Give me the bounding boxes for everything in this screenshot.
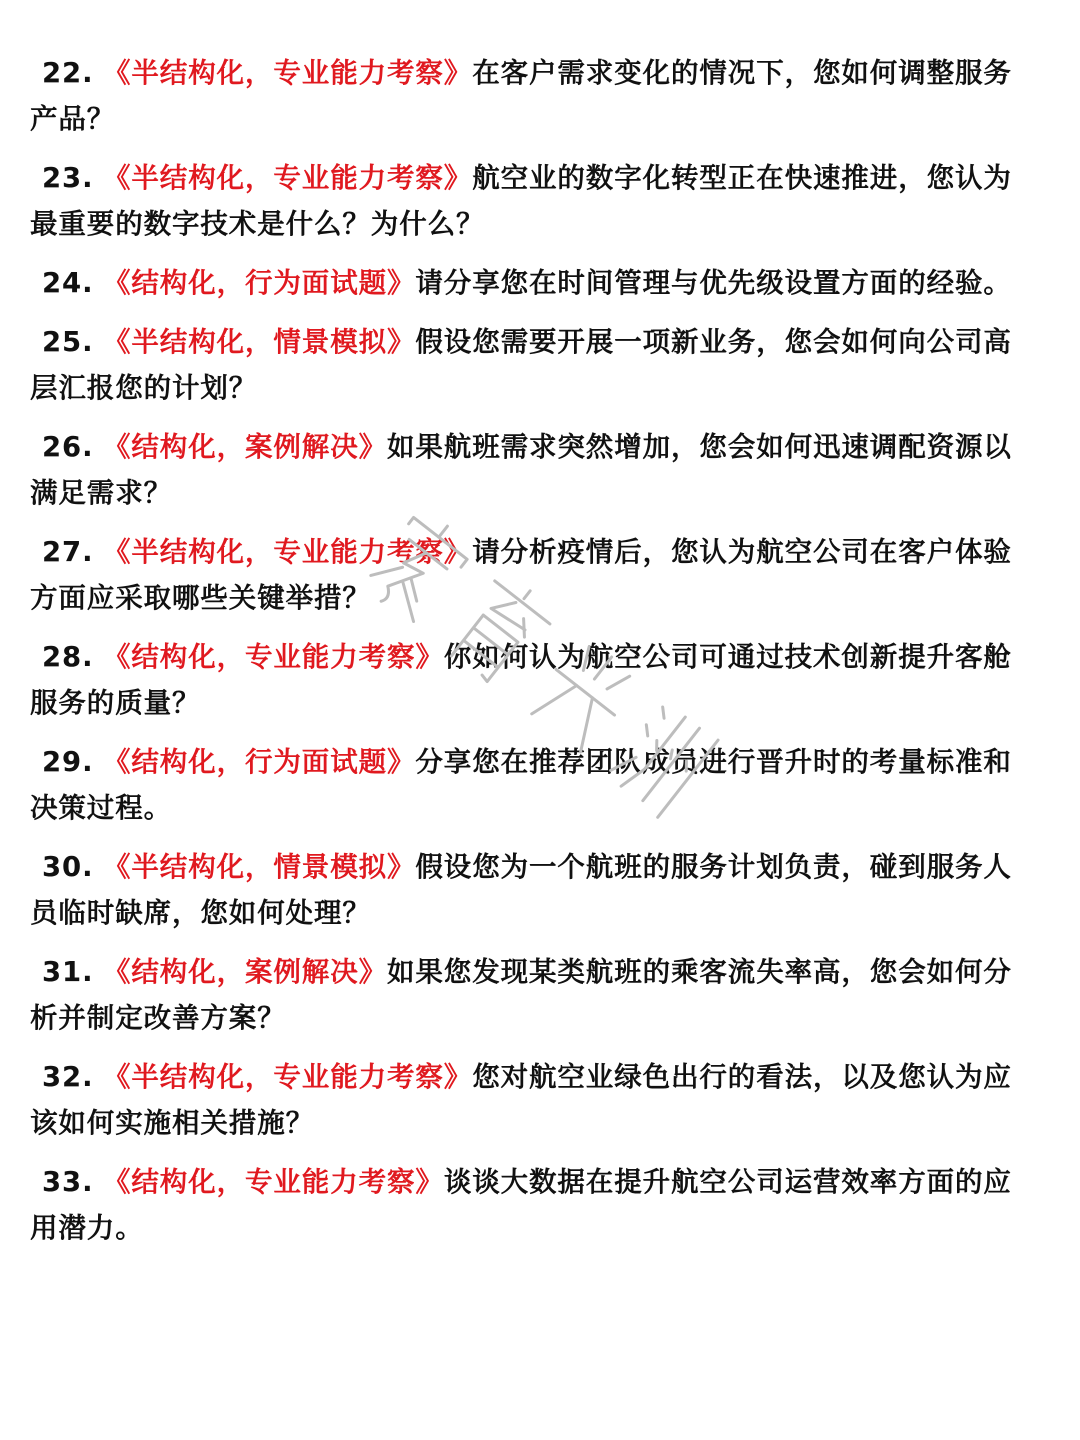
question-number: 22. [42, 57, 94, 89]
question-item-28 [30, 634, 1040, 726]
question-text: 假设您为一个航班的服务计划负责，碰到服务人员临时缺席，您如何处理？ [30, 851, 1012, 929]
question-number: 26. [42, 431, 94, 463]
question-item-31 [30, 949, 1040, 1041]
question-tag: 《结构化，专业能力考察》 [103, 1166, 444, 1198]
question-number: 24. [42, 267, 94, 299]
question-text: 您对航空业绿色出行的看法，以及您认为应该如何实施相关措施？ [30, 1061, 1012, 1139]
question-item-25 [30, 319, 1040, 411]
question-number: 28. [42, 641, 94, 673]
question-number: 31. [42, 956, 94, 988]
question-item-32 [30, 1054, 1040, 1146]
question-number: 33. [42, 1166, 94, 1198]
question-tag: 《半结构化，专业能力考察》 [103, 57, 473, 89]
question-number: 25. [42, 326, 94, 358]
question-number: 30. [42, 851, 94, 883]
question-item-30 [30, 844, 1040, 936]
question-tag: 《半结构化，专业能力考察》 [103, 162, 473, 194]
question-text: 你如何认为航空公司可通过技术创新提升客舱服务的质量？ [30, 641, 1012, 719]
question-text: 谈谈大数据在提升航空公司运营效率方面的应用潜力。 [30, 1166, 1012, 1244]
question-tag: 《结构化，行为面试题》 [103, 746, 416, 778]
question-text: 如果航班需求突然增加，您会如何迅速调配资源以满足需求？ [30, 431, 1012, 509]
question-item-22 [30, 50, 1040, 142]
question-text: 请分享您在时间管理与优先级设置方面的经验。 [415, 267, 1012, 299]
question-text: 请分析疫情后，您认为航空公司在客户体验方面应采取哪些关键举措？ [30, 536, 1012, 614]
question-text: 假设您需要开展一项新业务，您会如何向公司高层汇报您的计划？ [30, 326, 1012, 404]
question-tag: 《结构化，案例解决》 [103, 956, 387, 988]
question-text: 在客户需求变化的情况下，您如何调整服务产品？ [30, 57, 1012, 135]
question-number: 32. [42, 1061, 94, 1093]
question-number: 23. [42, 162, 94, 194]
question-item-33 [30, 1159, 1040, 1251]
question-number: 27. [42, 536, 94, 568]
question-tag: 《半结构化，情景模拟》 [103, 851, 416, 883]
question-tag: 《结构化，案例解决》 [103, 431, 387, 463]
question-tag: 《结构化，专业能力考察》 [103, 641, 444, 673]
question-text: 分享您在推荐团队成员进行晋升时的考量标准和决策过程。 [30, 746, 1012, 824]
question-number: 29. [42, 746, 94, 778]
question-tag: 《结构化，行为面试题》 [103, 267, 416, 299]
question-text: 如果您发现某类航班的乘客流失率高，您会如何分析并制定改善方案？ [30, 956, 1012, 1034]
question-item-23 [30, 155, 1040, 247]
question-text: 航空业的数字化转型正在快速推进，您认为最重要的数字技术是什么？为什么？ [30, 162, 1012, 240]
question-list [30, 50, 1040, 1264]
question-item-24 [30, 260, 1040, 306]
question-item-26 [30, 424, 1040, 516]
question-tag: 《半结构化，专业能力考察》 [103, 1061, 473, 1093]
question-tag: 《半结构化，专业能力考察》 [103, 536, 473, 568]
question-item-29 [30, 739, 1040, 831]
question-item-27 [30, 529, 1040, 621]
question-tag: 《半结构化，情景模拟》 [103, 326, 416, 358]
